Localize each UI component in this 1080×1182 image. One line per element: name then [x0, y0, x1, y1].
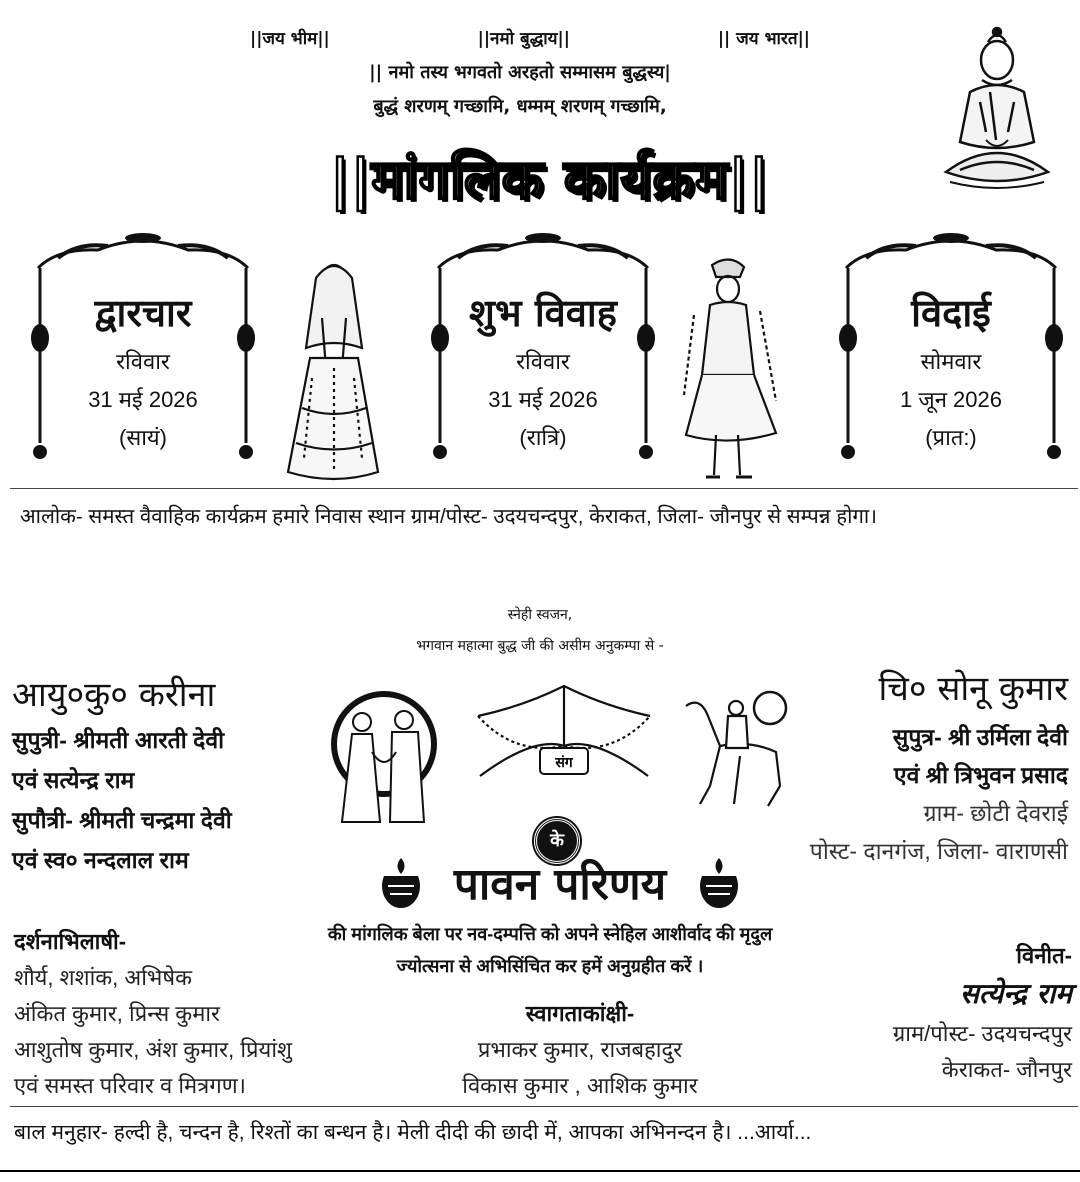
event-day: रविवार [516, 349, 570, 374]
event-time: (प्रात:) [925, 425, 977, 450]
event-time: (रात्रि) [519, 425, 567, 450]
mantra-line-2: बुद्धं शरणम् गच्छामि, धम्मम् शरणम् गच्छामि, [373, 96, 667, 117]
event-dwarchar [43, 286, 243, 452]
blessing-line-2: ज्योत्सना से अभिसिंचित कर हमें अनुग्रहीत करें । [396, 956, 704, 976]
slogan-jai-bharat: || जय भारत|| [717, 29, 810, 49]
greeting-line-2: भगवान महात्मा बुद्ध जी की असीम अनुकम्पा से - [416, 638, 664, 654]
event-date: 31 मई 2026 [88, 387, 198, 412]
venue-notice: आलोक- समस्त वैवाहिक कार्यक्रम हमारे निवास स्थान ग्राम/पोस्ट- उदयचन्दपुर, केराकत, जिला- जौनपुर से सम्पन्न होगा। [20, 505, 878, 528]
event-title: द्वारचार [94, 290, 192, 335]
swagat-line: प्रभाकर कुमार, राजबहादुर [477, 1037, 683, 1062]
swagatakankshi-block [410, 996, 750, 1104]
event-time: (सायं) [119, 425, 167, 450]
darshanabhilashi-block [14, 924, 394, 1104]
swagat-heading: स्वागताकांक्षी- [525, 1001, 635, 1026]
darshan-line: एवं समस्त परिवार व मित्रगण। [14, 1073, 246, 1098]
blessing-line-1: की मांगलिक बेला पर नव-दम्पत्ति को अपने स्नेहिल आशीर्वाद की मृदुल [327, 924, 773, 944]
event-date: 31 मई 2026 [488, 387, 598, 412]
event-title: शुभ विवाह [469, 290, 617, 335]
greeting-line-1: स्नेही स्वजन, [507, 607, 573, 623]
swagat-line: विकास कुमार , आशिक कुमार [462, 1073, 698, 1098]
page-bottom-border [0, 1170, 1080, 1182]
darshan-line: आशुतोष कुमार, अंश कुमार, प्रियांशु [14, 1037, 292, 1062]
pavan-parinay-heading: पावन परिणय [453, 859, 667, 910]
buddha-illustration [930, 22, 1064, 192]
kalash-icon [696, 856, 742, 912]
groom-village: ग्राम- छोटी देवराई [923, 800, 1068, 826]
bride-family-line: सुपौत्री- श्रीमती चन्द्रमा देवी [12, 807, 232, 833]
event-title: विदाई [911, 290, 991, 335]
slogan-row [250, 26, 810, 49]
bride-family-line: एवं स्व० नन्दलाल राम [12, 847, 189, 873]
horse-rider-illustration [680, 686, 792, 810]
darshan-line: शौर्य, शशांक, अभिषेक [14, 965, 192, 990]
top-divider [10, 488, 1078, 489]
sang-label: संग [555, 755, 573, 771]
groom-name: चि० सोनू कुमार [878, 669, 1068, 709]
couple-garland-illustration [328, 682, 440, 832]
slogan-jai-bhim: ||जय भीम|| [250, 29, 330, 49]
darshan-heading: दर्शनाभिलाषी- [14, 929, 127, 954]
bride-illustration [282, 258, 382, 482]
mantra-line-1: || नमो तस्य भगवतो अरहतो सम्मासम बुद्धस्य| [369, 62, 671, 83]
event-day: सोमवार [920, 349, 982, 374]
vinit-address-2: केराकत- जौनपुर [941, 1057, 1072, 1082]
groom-family-line: सुपुत्र- श्री उर्मिला देवी [892, 724, 1068, 750]
bottom-divider [10, 1106, 1078, 1107]
main-title: ||मांगलिक कार्यक्रम|| [330, 147, 770, 211]
event-vivah [433, 286, 653, 452]
groom-illustration [680, 255, 784, 483]
vinit-name: सत्येन्द्र राम [959, 977, 1072, 1010]
slogan-namo-buddhay: ||नमो बुद्धाय|| [477, 29, 570, 49]
kalash-icon [378, 856, 424, 912]
vinit-address-1: ग्राम/पोस्ट- उदयचन्दपुर [892, 1021, 1072, 1046]
bride-family [12, 720, 312, 880]
vinit-block [780, 940, 1072, 1088]
groom-family-line: एवं श्री त्रिभुवन प्रसाद [893, 762, 1068, 788]
bride-family-line: सुपुत्री- श्रीमती आरती देवी [12, 727, 225, 753]
mandap-illustration [474, 676, 654, 786]
vinit-heading: विनीत- [1016, 943, 1072, 968]
darshan-line: अंकित कुमार, प्रिन्स कुमार [14, 1001, 221, 1026]
event-vidai [851, 286, 1051, 452]
ke-circle: के [534, 818, 580, 864]
bride-family-line: एवं सत्येन्द्र राम [12, 767, 135, 793]
groom-post: पोस्ट- दानगंज, जिला- वाराणसी [809, 838, 1068, 864]
bal-manuhar-footer: बाल मनुहार- हल्दी है, चन्दन है, रिश्तों का बन्धन है। मेली दीदी की छादी में, आपका अभिनन्दन है। ...आर्या... [14, 1121, 812, 1144]
bride-name: आयु०कु० करीना [12, 675, 216, 715]
event-day: रविवार [116, 349, 170, 374]
event-date: 1 जून 2026 [900, 387, 1002, 412]
